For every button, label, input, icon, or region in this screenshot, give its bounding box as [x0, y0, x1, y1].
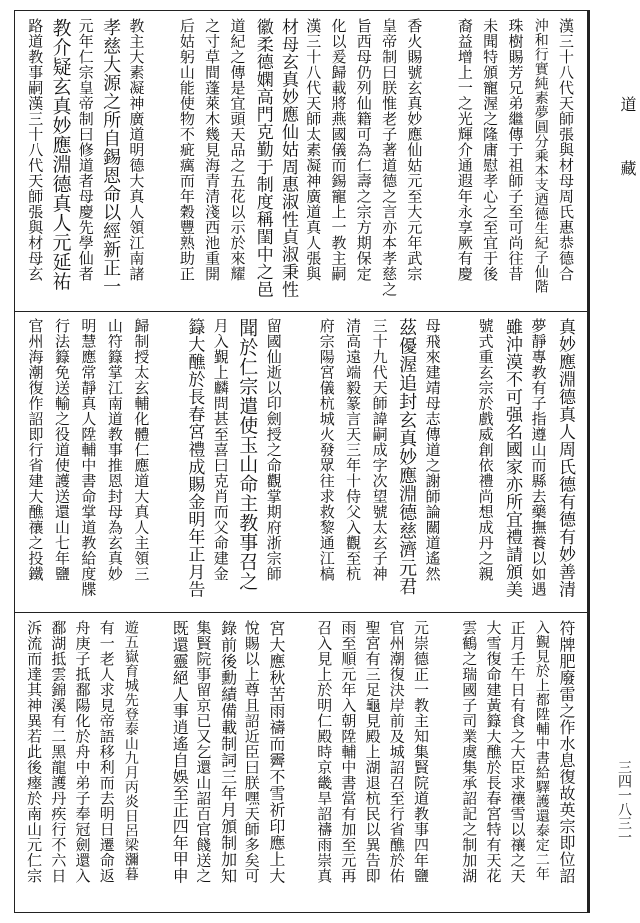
text-column: 清高遠端毅篆言天三年十侍父入觀至杭	[344, 318, 363, 582]
text-column: 皇帝制曰朕惟老子著道德之言亦本孝慈之	[380, 18, 399, 297]
page-number: 三四一八三一	[616, 760, 632, 844]
text-column: 符牌肥廢雷之作水息復故英宗即位詔	[556, 620, 576, 884]
text-column: 茲優渥追封玄真妙應淵德慈濟元君	[396, 318, 418, 596]
text-column: 府宗陽宮儀杭城火發眾往求救黎通江槁	[317, 318, 336, 582]
text-column: 泝流而達其神異若此後瘞於南山元仁宗	[25, 620, 44, 884]
text-column: 夢靜專教有子指遵山而縣去藥撫養以如遇	[529, 318, 548, 597]
text-column: 未聞特頒寵渥之隆庸慰孝心之至宜于後	[481, 18, 500, 282]
text-column: 裔益增上一之光輝介通遐年永享厥有慶	[455, 18, 474, 282]
text-column: 明慧應常靜真人陞輔中書命掌道教給度牒	[79, 318, 98, 597]
text-column: 漢三十八代天師張與材母周氏惠恭德合	[556, 18, 575, 282]
text-column: 教主大素凝神廣道明德大真人領江南諸	[127, 18, 146, 282]
text-column: 母飛來建靖母志傳道之謝師論關道遙然	[423, 318, 442, 582]
text-column	[287, 318, 313, 606]
book-title-char-1: 道	[618, 96, 637, 112]
text-column: 后姑躬山能使物不疵癘而年穀豐熟助正	[177, 18, 196, 282]
text-column	[288, 620, 312, 906]
text-column: 雨至順元年入朝陞輔中書當有加至元再	[339, 620, 358, 884]
text-column: 既還靈絕人事逍遙自娛至正四年甲申	[170, 620, 190, 884]
text-column: 旨西母仍列仙籍可為仁壽之宗方期保定	[354, 18, 373, 282]
text-column: 孝慈大源之所自錫恩命以經新正一	[100, 18, 122, 296]
text-column: 化以爰歸載將燕國儀而錫寵上一教主嗣	[329, 18, 348, 282]
text-column: 宮大應秋苦雨禱而霽不雪祈印應上大	[266, 620, 286, 884]
text-column: 雖沖漠不可强名國家亦所宜禮請頒美	[502, 318, 523, 598]
text-column: 聖宮有三足龜見殿上湖退杭民以異告即	[363, 620, 382, 884]
section-divider-1	[14, 311, 588, 312]
text-column: 漢三十八代天師太素凝神廣道真人張與	[304, 18, 323, 282]
text-column	[433, 620, 457, 906]
section-divider-2	[14, 612, 588, 613]
text-column: 真妙應淵德真人周氏德有德有妙善清	[554, 318, 575, 598]
text-column: 山符籙掌江南道教事推恩封母為玄真妙	[105, 318, 124, 582]
text-column	[426, 18, 451, 306]
text-column: 材母玄真妙應仙姑周惠淑性貞淑秉性	[277, 18, 298, 298]
text-column: 正月壬午日有食之大臣求禳雪以禳之天	[508, 620, 527, 884]
text-column: 聞於仁宗遣使玉山命主教事召之	[236, 318, 259, 591]
book-title-char-2: 藏	[618, 160, 637, 176]
text-column: 籙大醮於長春宮禮成賜金明年正月告	[184, 318, 205, 598]
text-column: 路道教事嗣漢三十八代天師張與材母玄	[26, 18, 45, 282]
text-column: 召入見上於明仁殿時京畿旱詔禱雨崇真	[315, 620, 334, 884]
text-column: 官州海潮復作詔即行省建大醮禳之投鐵	[26, 318, 45, 582]
text-column: 雲鶴之瑞國子司業虞集承詔記之制加湖	[460, 620, 479, 884]
text-column: 入覲見於上都陞輔中書給驛護還泰定二年	[533, 620, 550, 881]
text-column: 道紀之傳是宜頭天品之五花以示於來耀	[228, 18, 247, 282]
text-column	[446, 318, 472, 606]
text-column: 遊五嶽育城先登泰山九月丙炎日呂梁瀰暮	[122, 620, 139, 881]
text-column: 月入覲上麟問甚至喜曰克肖而父命建金	[211, 318, 230, 582]
text-column: 行法籙免送輸之役道使護送還山七年鹽	[52, 318, 71, 582]
text-column: 元年仁宗皇帝制曰修道者母慶先學仙者	[76, 18, 95, 282]
text-column: 徽柔德嫻高門克勤于制度稱閨中之邑	[252, 18, 273, 298]
text-column: 留國仙逝以印劍授之命觀掌期府浙宗師	[264, 318, 283, 582]
text-column: 悅賜以上尊且詔近臣曰朕嘿天師多矣可	[242, 620, 261, 884]
text-column: 舟庚子抵鄱陽化於舟中弟子奉冠劍還入	[73, 620, 92, 884]
text-column	[148, 18, 173, 306]
text-column: 官州潮復決岸前及城詔召至行省醮於佑	[387, 620, 406, 884]
text-column: 三十九代天師諱嗣成字次望號太玄子神	[370, 318, 389, 582]
text-column: 沖和行實純素夢圓分乘本支迺德生紀子仙階	[532, 18, 549, 294]
text-column: 香火賜號玄真妙應仙姑元至大元年武宗	[405, 18, 424, 282]
text-column: 鄱湖抵雲錦溪有二黑龍護丹疾行不六日	[49, 620, 68, 884]
text-column: 元崇德正一教主知集賢院道教事四年鹽	[411, 620, 430, 884]
text-column: 大雪復命建黃籙大醮於長春宮特有天花	[484, 620, 503, 884]
text-column: 珠樹賜芳兄弟繼傳于祖師子至可尚往昔	[506, 18, 525, 282]
text-column	[143, 620, 167, 906]
text-column: 集賢院事留京已又乞還山詔百官餞送之	[194, 620, 213, 884]
margin-rule	[588, 10, 590, 913]
text-column: 錄前後勳績備載制詞三年月頒制加知	[218, 620, 238, 884]
text-column: 有一老人求見帝語移利而去明日遷命返	[97, 620, 116, 884]
text-column: 之寸草間蓬萊木幾見海青清淺西池重開	[203, 18, 222, 282]
text-column: 號式重玄宗於戲威創依禮尚想成丹之親	[476, 318, 495, 582]
text-column: 歸制授太玄輔化體仁應道大真人主領三	[132, 318, 151, 582]
text-column: 教介疑玄真妙應淵德真人元延祐	[49, 18, 72, 291]
text-column	[154, 318, 180, 606]
